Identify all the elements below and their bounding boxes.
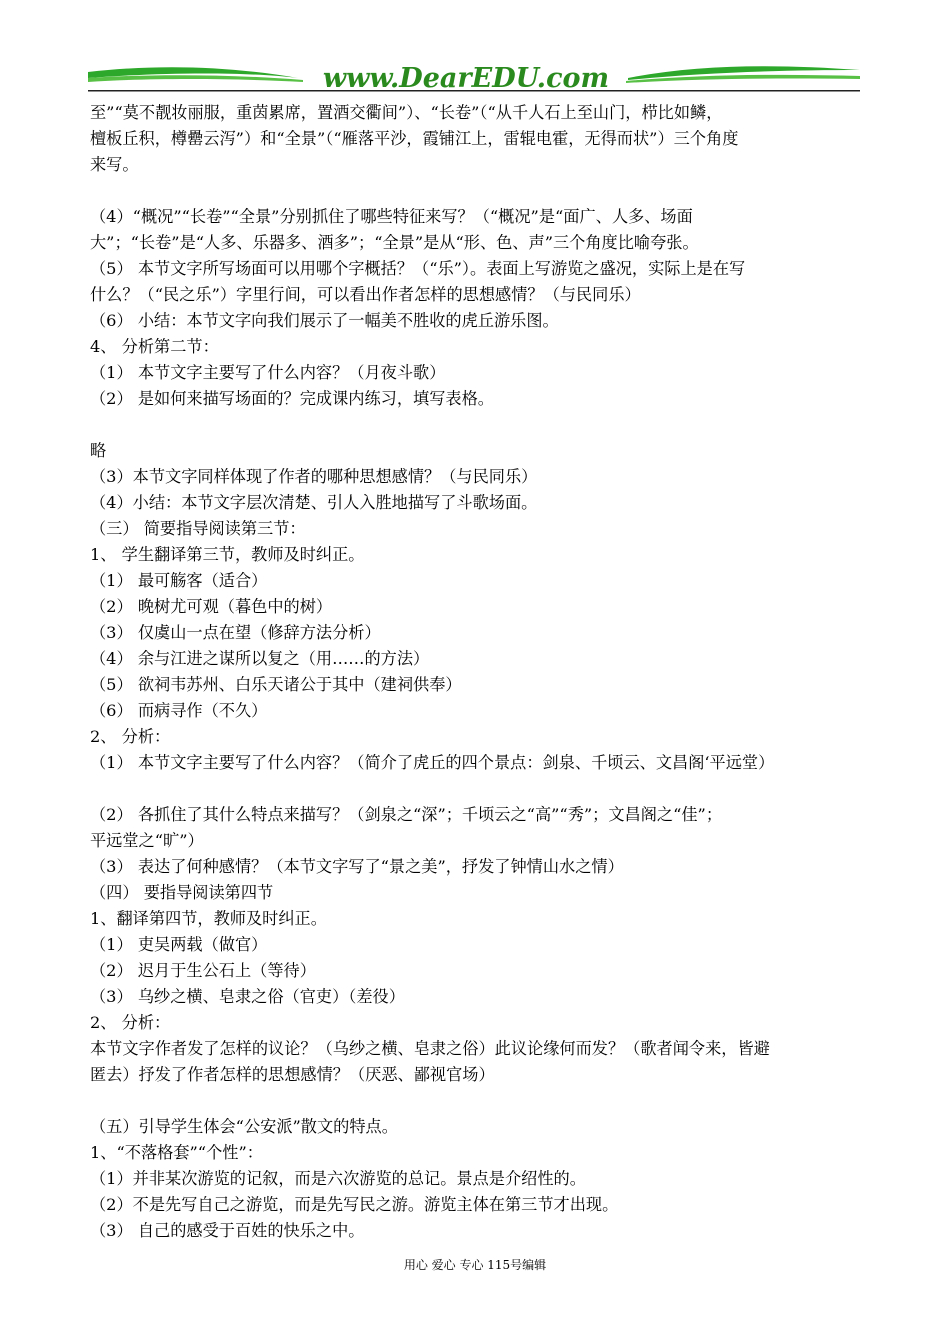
text-line: 1、 学生翻译第三节，教师及时纠正。	[90, 545, 365, 564]
site-logo-text: www.DearEDU.com	[322, 63, 610, 94]
text-line: 2、 分析：	[90, 727, 171, 746]
text-line: （3） 表达了何种感情？（本节文字写了“景之美”，抒发了钟情山水之情）	[90, 857, 624, 876]
text-line: （四） 要指导阅读第四节	[90, 883, 274, 902]
text-line: （3） 自己的感受于百姓的快乐之中。	[90, 1221, 365, 1240]
text-line: （6） 而病寻作（不久）	[90, 701, 268, 720]
document-body	[90, 100, 862, 1244]
text-line: （2） 晚树尤可观（暮色中的树）	[90, 597, 333, 616]
blank-line	[90, 178, 862, 204]
text-line: （2） 迟月于生公石上（等待）	[90, 961, 316, 980]
text-line: 本节文字作者发了怎样的议论？（乌纱之横、皂隶之俗）此议论缘何而发？（歌者闻令来，皆避	[90, 1039, 770, 1058]
text-line: （6） 小结：本节文字向我们展示了一幅美不胜收的虎丘游乐图。	[90, 311, 559, 330]
text-line: （4）小结：本节文字层次清楚、引人入胜地描写了斗歌场面。	[90, 493, 538, 512]
text-line: 至”“莫不靓妆丽服，重茵累席，置酒交衢间”）、“长卷”（“从千人石上至山门，栉比如鳞，	[90, 103, 723, 122]
text-line: （1） 吏吴两载（做官）	[90, 935, 268, 954]
blank-line	[90, 412, 862, 438]
text-line: （3）本节文字同样体现了作者的哪种思想感情？（与民同乐）	[90, 467, 538, 486]
text-line: （三） 简要指导阅读第三节：	[90, 519, 306, 538]
text-line: 2、 分析：	[90, 1013, 171, 1032]
text-line: 略	[90, 441, 107, 460]
text-line: （1） 本节文字主要写了什么内容？（月夜斗歌）	[90, 363, 446, 382]
text-line: （4）“概况”“长卷”“全景”分别抓住了哪些特征来写？（“概况”是“面广、人多、场面	[90, 207, 693, 226]
text-line: 大”；“长卷”是“人多、乐器多、酒多”；“全景”是从“形、色、声”三个角度比喻夸张。	[90, 233, 699, 252]
text-line: （五）引导学生体会“公安派”散文的特点。	[90, 1117, 398, 1136]
blank-line	[90, 776, 862, 802]
text-line: （4） 余与江进之谋所以复之（用……的方法）	[90, 649, 430, 668]
text-line: 匿去）抒发了作者怎样的思想感情？（厌恶、鄙视官场）	[90, 1065, 495, 1084]
text-line: （2） 各抓住了其什么特点来描写？（剑泉之“深”；千顷云之“高”“秀”；文昌阁之“佳”；	[90, 805, 723, 824]
text-line: （3） 乌纱之横、皂隶之俗（官吏）（差役）	[90, 987, 405, 1006]
deared-logo-banner	[88, 58, 860, 94]
text-line: 檀板丘积，樽罍云泻”）和“全景”（“雁落平沙，霞铺江上，雷辊电霍，无得而状”）三个角度	[90, 129, 739, 148]
text-line: 什么？（“民之乐”）字里行间，可以看出作者怎样的思想感情？（与民同乐）	[90, 285, 641, 304]
text-line: 1、翻译第四节，教师及时纠正。	[90, 909, 327, 928]
text-line: 来写。	[90, 155, 139, 174]
text-line: 平远堂之“旷”）	[90, 831, 204, 850]
text-line: （2）不是先写自己之游览，而是先写民之游。游览主体在第三节才出现。	[90, 1195, 619, 1214]
site-header	[88, 58, 860, 94]
text-line: （1）并非某次游览的记叙，而是六次游览的总记。景点是介绍性的。	[90, 1169, 586, 1188]
text-line: （1） 最可觞客（适合）	[90, 571, 268, 590]
text-line: （3） 仅虞山一点在望（修辞方法分析）	[90, 623, 381, 642]
text-line: （5） 欲祠韦苏州、白乐天诸公于其中（建祠供奉）	[90, 675, 462, 694]
blank-line	[90, 1088, 862, 1114]
text-line: （5） 本节文字所写场面可以用哪个字概括？（“乐”）。表面上写游览之盛况，实际上是在写	[90, 259, 746, 278]
text-line: 1、“不落格套”“个性”：	[90, 1143, 263, 1162]
page-footer: 用心 爱心 专心 115号编辑	[403, 1258, 547, 1272]
text-line: （2） 是如何来描写场面的？完成课内练习，填写表格。	[90, 389, 494, 408]
text-line: （1） 本节文字主要写了什么内容？（简介了虎丘的四个景点：剑泉、千顷云、文昌阁‘平远堂）	[90, 753, 775, 772]
text-line: 4、 分析第二节：	[90, 337, 219, 356]
